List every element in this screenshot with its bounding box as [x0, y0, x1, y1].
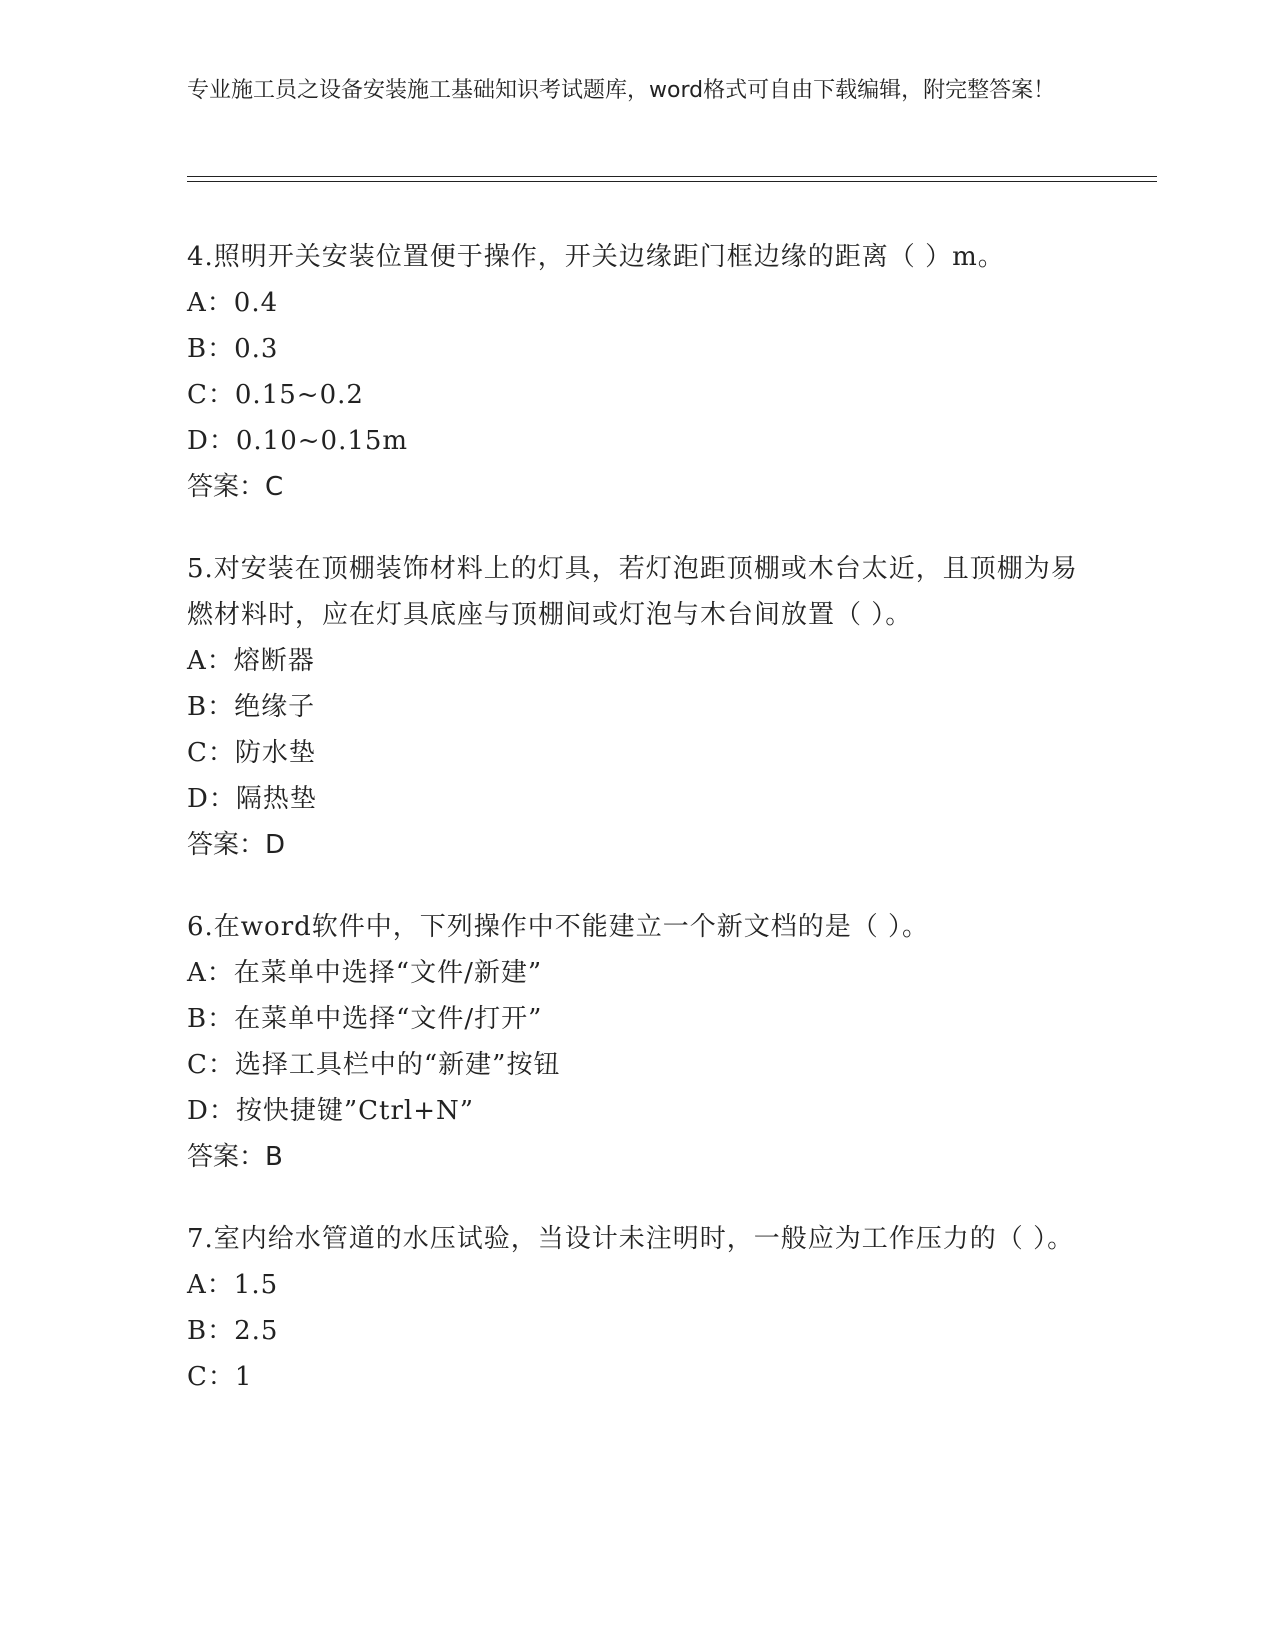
header-divider-top	[187, 176, 1157, 177]
question-6	[187, 904, 1087, 1180]
option-a: A：0.4	[187, 288, 279, 318]
answer-line: 答案：C	[187, 472, 284, 502]
option-c: C：选择工具栏中的“新建”按钮	[187, 1050, 561, 1080]
answer-line: 答案：B	[187, 1142, 283, 1172]
question-text: 4.照明开关安装位置便于操作，开关边缘距门框边缘的距离（ ）m。	[187, 242, 1005, 272]
option-d: D：按快捷键”Ctrl+N”	[187, 1096, 475, 1126]
question-7	[187, 1216, 1087, 1400]
option-b: B：2.5	[187, 1316, 279, 1346]
option-d: D：隔热垫	[187, 784, 317, 814]
option-b: B：绝缘子	[187, 692, 316, 722]
answer-line: 答案：D	[187, 830, 286, 860]
option-a: A：1.5	[187, 1270, 279, 1300]
option-b: B：0.3	[187, 334, 279, 364]
option-c: C：1	[187, 1362, 253, 1392]
option-c: C：0.15~0.2	[187, 380, 364, 410]
option-b: B：在菜单中选择“文件/打开”	[187, 1004, 543, 1034]
option-d: D：0.10~0.15m	[187, 426, 409, 456]
header-divider-bottom	[187, 181, 1157, 182]
question-5	[187, 546, 1087, 868]
question-text: 5.对安装在顶棚装饰材料上的灯具，若灯泡距顶棚或木台太近，且顶棚为易燃材料时，应在灯具底座与顶棚间或灯泡与木台间放置（ ）。	[187, 554, 1078, 630]
question-text: 6.在word软件中，下列操作中不能建立一个新文档的是（ ）。	[187, 912, 930, 942]
document-header: 专业施工员之设备安装施工基础知识考试题库，word格式可自由下载编辑，附完整答案！	[187, 78, 1056, 103]
option-a: A：熔断器	[187, 646, 315, 676]
option-a: A：在菜单中选择“文件/新建”	[187, 958, 543, 988]
question-text: 7.室内给水管道的水压试验，当设计未注明时，一般应为工作压力的（ ）。	[187, 1224, 1075, 1254]
question-4	[187, 234, 1087, 510]
option-c: C：防水垫	[187, 738, 316, 768]
question-list	[187, 234, 1087, 1436]
